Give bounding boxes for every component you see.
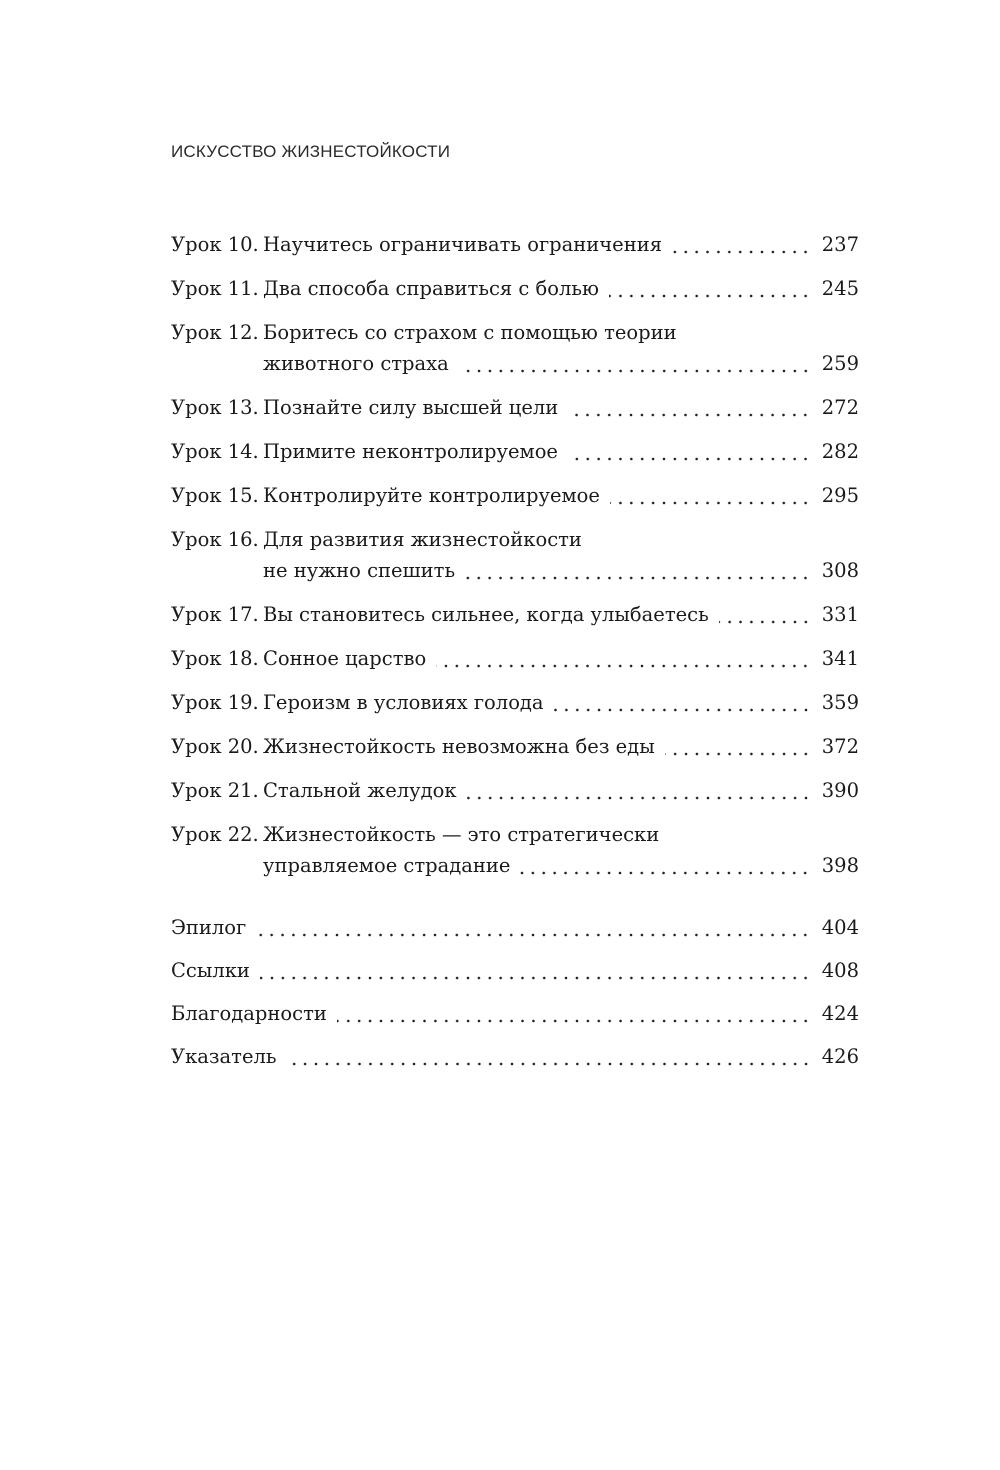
lesson-title: Контролируйте контролируемое	[263, 484, 600, 507]
toc-line	[171, 774, 859, 807]
page-number: 331	[821, 603, 859, 626]
lesson-number: Урок 19.	[171, 691, 259, 714]
toc-entry-acknowledgements[interactable]	[171, 997, 859, 1030]
dot-leader	[260, 954, 811, 987]
lesson-number: Урок 16.	[171, 528, 259, 551]
toc-line	[171, 391, 859, 424]
table-of-contents	[171, 228, 859, 1083]
dot-leader	[610, 479, 811, 512]
page-number: 295	[821, 484, 859, 507]
toc-entry-lesson-18[interactable]	[171, 642, 859, 675]
entry-title: Указатель	[171, 1045, 277, 1068]
lesson-title-continued: управляемое страдание	[263, 854, 511, 877]
dot-leader	[719, 598, 811, 631]
lesson-number: Урок 13.	[171, 396, 259, 419]
toc-entry-lesson-20[interactable]	[171, 730, 859, 763]
lesson-number: Урок 20.	[171, 735, 259, 758]
page-number: 390	[821, 779, 859, 802]
toc-line	[171, 272, 859, 305]
toc-entry-epilogue[interactable]	[171, 911, 859, 944]
page-number: 272	[821, 396, 859, 419]
lesson-number: Урок 14.	[171, 440, 259, 463]
page-number: 282	[821, 440, 859, 463]
entry-title: Эпилог	[171, 916, 247, 939]
dot-leader	[672, 228, 811, 261]
toc-line	[171, 347, 859, 380]
page-number: 404	[821, 916, 859, 939]
lesson-title: Жизнестойкость — это стратегически	[263, 823, 660, 846]
toc-entry-lesson-21[interactable]	[171, 774, 859, 807]
dot-leader	[554, 686, 811, 719]
lesson-number: Урок 11.	[171, 277, 259, 300]
page-number: 237	[821, 233, 859, 256]
toc-entry-lesson-19[interactable]	[171, 686, 859, 719]
toc-line	[171, 642, 859, 675]
toc-entry-lesson-16[interactable]	[171, 523, 859, 587]
toc-line	[171, 523, 859, 556]
toc-line	[171, 686, 859, 719]
toc-line	[171, 228, 859, 261]
toc-entry-lesson-10[interactable]	[171, 228, 859, 261]
page-number: 259	[821, 352, 859, 375]
section-gap	[171, 893, 859, 911]
dot-leader	[568, 391, 811, 424]
lesson-number: Урок 12.	[171, 321, 259, 344]
page-number: 341	[821, 647, 859, 670]
toc-entry-lesson-14[interactable]	[171, 435, 859, 468]
lesson-number: Урок 17.	[171, 603, 259, 626]
lesson-title: Два способа справиться с болью	[263, 277, 599, 300]
dot-leader	[467, 774, 811, 807]
lesson-title: Для развития жизнестойкости	[263, 528, 582, 551]
toc-entry-lesson-15[interactable]	[171, 479, 859, 512]
toc-entry-index[interactable]	[171, 1040, 859, 1073]
page-number: 424	[821, 1002, 859, 1025]
running-head: ИСКУССТВО ЖИЗНЕСТОЙКОСТИ	[171, 142, 451, 161]
toc-line	[171, 479, 859, 512]
dot-leader	[256, 911, 811, 944]
lesson-number: Урок 22.	[171, 823, 259, 846]
lesson-number: Урок 15.	[171, 484, 259, 507]
dot-leader	[436, 642, 811, 675]
toc-entry-lesson-12[interactable]	[171, 316, 859, 380]
dot-leader	[287, 1040, 812, 1073]
lesson-number: Урок 21.	[171, 779, 259, 802]
lesson-title: Героизм в условиях голода	[263, 691, 544, 714]
toc-entry-lesson-11[interactable]	[171, 272, 859, 305]
lesson-title: Стальной желудок	[263, 779, 457, 802]
toc-line	[171, 554, 859, 587]
lesson-number: Урок 10.	[171, 233, 259, 256]
toc-entry-lesson-17[interactable]	[171, 598, 859, 631]
dot-leader	[337, 997, 811, 1030]
lesson-title: Примите неконтролируемое	[263, 440, 558, 463]
page-number: 245	[821, 277, 859, 300]
entry-title: Ссылки	[171, 959, 250, 982]
lesson-title-continued: не нужно спешить	[263, 559, 456, 582]
toc-line	[171, 598, 859, 631]
page-number: 359	[821, 691, 859, 714]
lesson-title: Научитесь ограничивать ограничения	[263, 233, 662, 256]
lesson-title: Боритесь со страхом с помощью теории	[263, 321, 677, 344]
toc-line	[171, 316, 859, 349]
dot-leader	[609, 272, 811, 305]
toc-line	[171, 435, 859, 468]
toc-line	[171, 849, 859, 882]
toc-line	[171, 818, 859, 851]
dot-leader	[465, 554, 811, 587]
toc-line	[171, 730, 859, 763]
lesson-title: Сонное царство	[263, 647, 427, 670]
dot-leader	[665, 730, 811, 763]
lesson-title: Познайте силу высшей цели	[263, 396, 559, 419]
page-number: 426	[821, 1045, 859, 1068]
toc-entry-references[interactable]	[171, 954, 859, 987]
page-number: 308	[821, 559, 859, 582]
page-number: 372	[821, 735, 859, 758]
lesson-title: Вы становитесь сильнее, когда улыбаетесь	[263, 603, 709, 626]
entry-title: Благодарности	[171, 1002, 327, 1025]
toc-entry-lesson-13[interactable]	[171, 391, 859, 424]
lesson-number: Урок 18.	[171, 647, 259, 670]
toc-entry-lesson-22[interactable]	[171, 818, 859, 882]
page-number: 408	[821, 959, 859, 982]
page-number: 398	[821, 854, 859, 877]
lesson-title-continued: животного страха	[263, 352, 449, 375]
dot-leader	[520, 849, 811, 882]
dot-leader	[568, 435, 811, 468]
lesson-title: Жизнестойкость невозможна без еды	[263, 735, 655, 758]
dot-leader	[459, 347, 811, 380]
